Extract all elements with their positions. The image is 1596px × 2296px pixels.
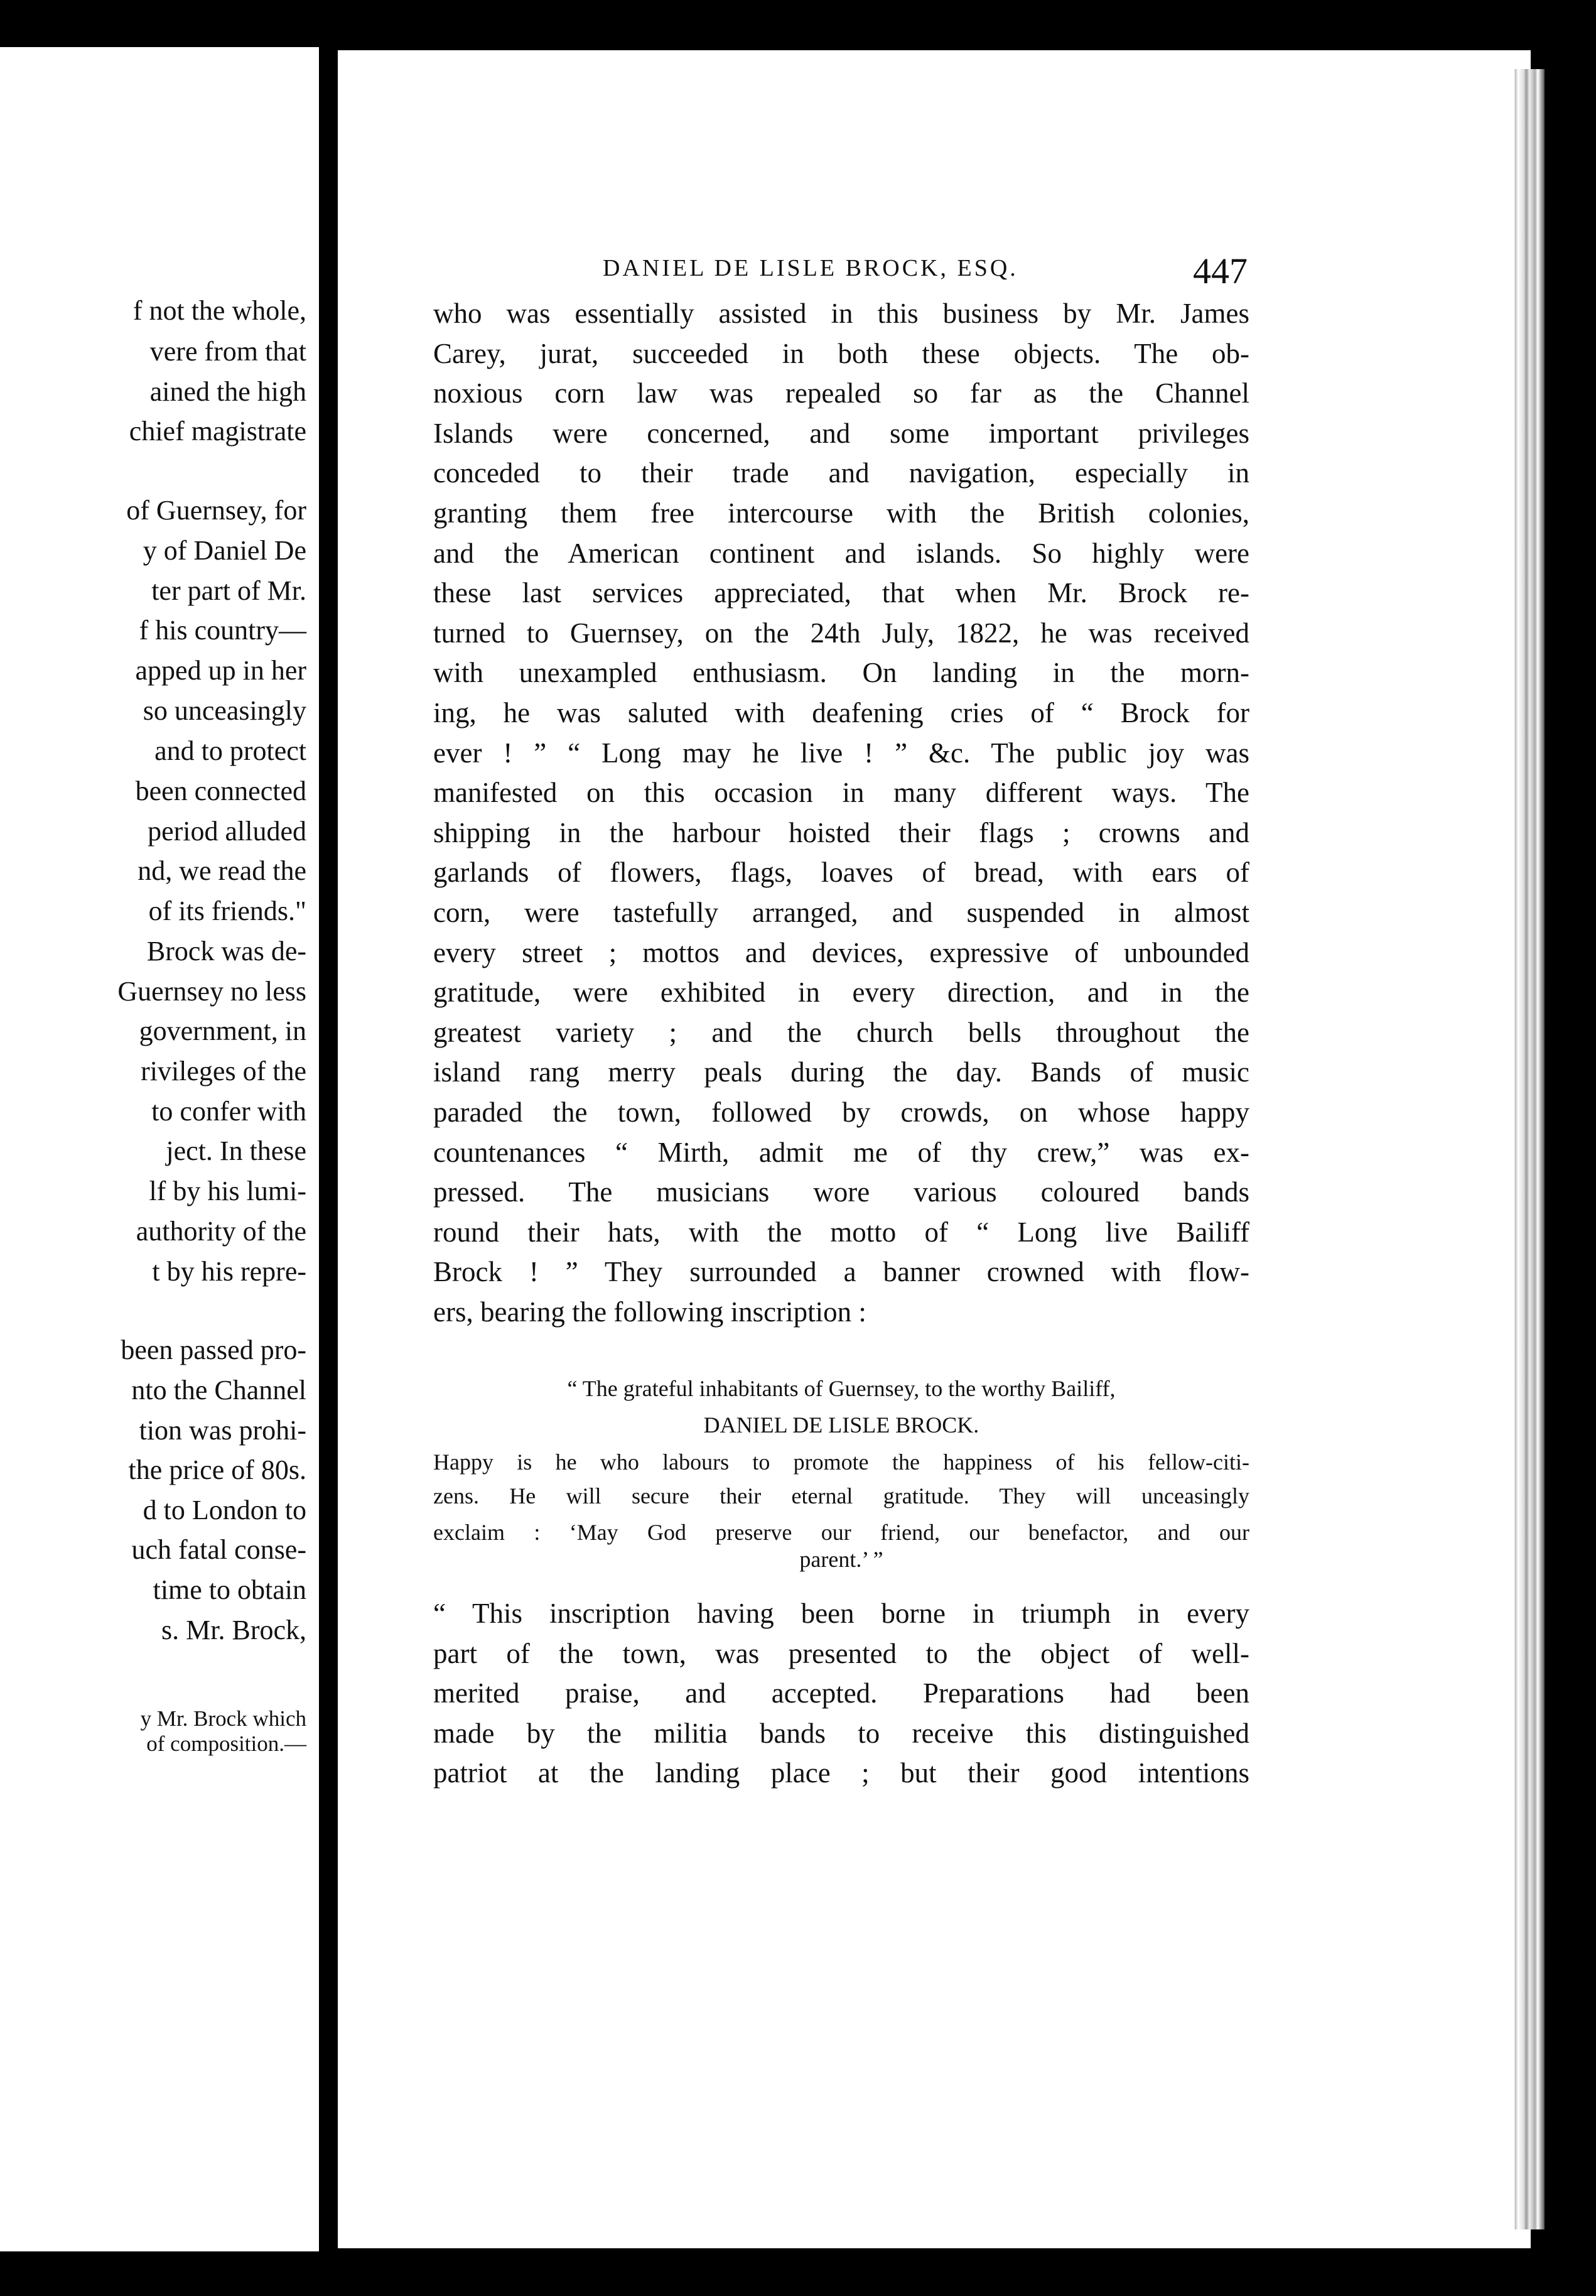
body-line: corn, were tastefully arranged, and suspended in almost [433,897,1249,928]
left-text-line: d to London to [143,1495,306,1525]
left-text-line: ject. In these [166,1135,306,1166]
left-text-line: been connected [135,776,306,806]
left-text-line: nd, we read the [137,855,306,886]
left-text-line: and to protect [154,735,306,766]
body-line: patriot at the landing place ; but their good intentions [433,1757,1249,1789]
left-text-line: vere from that [149,336,306,367]
body-line: turned to Guernsey, on the 24th July, 1822, he was received [433,617,1249,649]
body-line: greatest variety ; and the church bells throughout the [433,1016,1249,1048]
left-text-line: government, in [139,1015,306,1046]
body-line: part of the town, was presented to the object of well- [433,1637,1249,1669]
left-text-line: period alluded [148,816,306,847]
left-footnote-line: of composition.— [146,1731,306,1756]
left-text-line: rivileges of the [141,1056,306,1086]
left-text-line: tion was prohi- [139,1415,306,1446]
body-line: gratitude, were exhibited in every direction, and in the [433,977,1249,1009]
body-line: shipping in the harbour hoisted their flags ; crowns and [433,816,1249,848]
left-text-line: nto the Channel [131,1375,306,1405]
book-gutter [319,0,338,2296]
left-text-line: been passed pro- [121,1335,306,1365]
page-edge-stack [1507,69,1545,2229]
body-line: paraded the town, followed by crowds, on whose happy [433,1097,1249,1128]
body-line: countenances “ Mirth, admit me of thy crew,” was ex- [433,1136,1249,1168]
left-text-line: ained the high [149,376,306,407]
left-text-line: f his country— [139,615,306,646]
left-text-line: Brock was de- [146,936,306,967]
left-text-line: ter part of Mr. [151,575,306,606]
body-line: garlands of flowers, flags, loaves of bread, with ears of [433,857,1249,889]
left-text-line: time to obtain [153,1574,306,1605]
left-text-line: to confer with [151,1096,306,1127]
left-text-line: apped up in her [135,655,306,686]
body-line: ing, he was saluted with deafening cries of “ Brock for [433,697,1249,728]
left-text-line: authority of the [136,1216,306,1247]
left-text-line: Guernsey no less [117,976,306,1007]
body-line: pressed. The musicians wore various coloured bands [433,1176,1249,1208]
page-number: 447 [1193,251,1248,291]
inscription-line: exclaim : ‘May God preserve our friend, our benefactor, and our [433,1520,1249,1545]
left-text-line: lf by his lumi- [149,1176,306,1206]
running-header: DANIEL DE LISLE BROCK, ESQ. [603,255,1018,281]
left-text-line: chief magistrate [129,416,306,447]
left-text-line: y of Daniel De [143,535,306,566]
body-line: and the American continent and islands. So highly were [433,537,1249,569]
left-text-line: of its friends." [148,896,306,926]
left-text-line: t by his repre- [152,1256,306,1287]
body-line: conceded to their trade and navigation, especially in [433,457,1249,489]
body-line: round their hats, with the motto of “ Long live Bailiff [433,1216,1249,1248]
body-line: ers, bearing the following inscription : [433,1296,866,1328]
body-line: “ This inscription having been borne in triumph in every [433,1598,1249,1629]
body-line: these last services appreciated, that when Mr. Brock re- [433,577,1249,609]
inscription-line: “ The grateful inhabitants of Guernsey, to the worthy Bailiff, [567,1376,1116,1401]
inscription-line: parent.’ ” [799,1547,883,1572]
body-line: manifested on this occasion in many different ways. The [433,777,1249,809]
inscription-name: DANIEL DE LISLE BROCK. [703,1412,979,1438]
left-text-line: so unceasingly [143,695,306,726]
left-text-line: the price of 80s. [128,1454,306,1485]
inscription-line: zens. He will secure their eternal gratitude. They will unceasingly [433,1483,1249,1508]
body-line: noxious corn law was repealed so far as the Channel [433,377,1249,409]
body-line: Islands were concerned, and some important privileges [433,417,1249,449]
inscription-line: Happy is he who labours to promote the happiness of his fellow-citi- [433,1449,1249,1475]
body-line: who was essentially assisted in this business by Mr. James [433,298,1249,329]
body-line: made by the militia bands to receive this distinguished [433,1717,1249,1749]
left-footnote-line: y Mr. Brock which [140,1706,306,1731]
left-text-line: uch fatal conse- [131,1534,306,1565]
body-line: merited praise, and accepted. Preparations had been [433,1677,1249,1709]
body-line: Brock ! ” They surrounded a banner crowned with flow- [433,1256,1249,1288]
body-line: ever ! ” “ Long may he live ! ” &c. The public joy was [433,737,1249,769]
body-line: Carey, jurat, succeeded in both these objects. The ob- [433,337,1249,369]
left-text-line: of Guernsey, for [126,495,306,526]
left-page [0,47,319,2251]
body-line: every street ; mottos and devices, expressive of unbounded [433,936,1249,968]
left-text-line: s. Mr. Brock, [161,1615,306,1645]
body-line: island rang merry peals during the day. Bands of music [433,1056,1249,1088]
body-line: granting them free intercourse with the British colonies, [433,497,1249,529]
left-text-line: f not the whole, [132,295,306,326]
body-line: with unexampled enthusiasm. On landing in the morn- [433,657,1249,689]
